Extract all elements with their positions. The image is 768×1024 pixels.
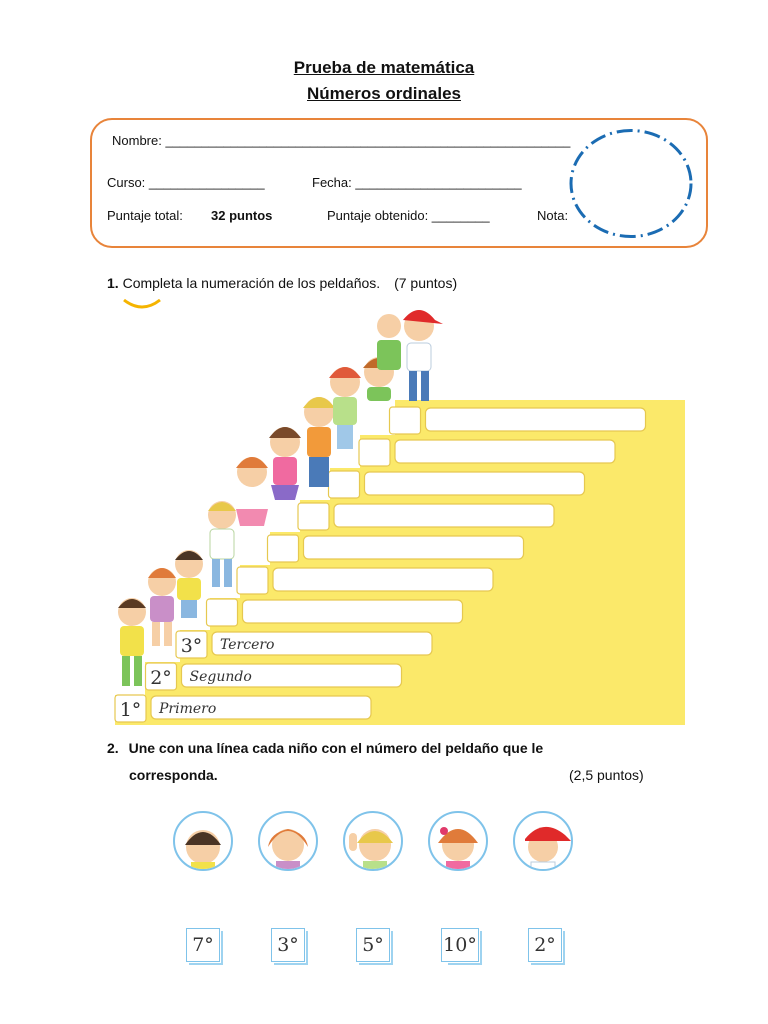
- step-ordinal-text: 1°: [119, 699, 142, 721]
- step-ordinal-box-6[interactable]: [268, 535, 299, 562]
- step-word-text: Segundo: [189, 669, 252, 685]
- step-ordinal-box-10[interactable]: [390, 407, 421, 434]
- child-figure: [403, 310, 443, 401]
- child-figure: [377, 314, 401, 370]
- number-box-2[interactable]: 3°: [271, 928, 305, 962]
- child-figure: [175, 550, 203, 618]
- question-1-number: 1.: [107, 275, 119, 291]
- total-score-label: Puntaje total:: [107, 208, 183, 223]
- step-ordinal-box-5[interactable]: [237, 567, 268, 594]
- step-word-field-6[interactable]: [304, 536, 524, 559]
- step-ordinal-text: 2°: [150, 667, 172, 689]
- child-figure: [148, 568, 176, 646]
- question-2-text-line2: corresponda.: [129, 767, 218, 783]
- child-figure: [118, 598, 146, 686]
- child-face-3[interactable]: [343, 811, 403, 871]
- page-title: Prueba de matemática: [293, 58, 475, 77]
- number-box-3[interactable]: 5°: [356, 928, 390, 962]
- number-box-4[interactable]: 10°: [441, 928, 479, 962]
- step-word-field-8[interactable]: [365, 472, 585, 495]
- step-ordinal-box-7[interactable]: [298, 503, 329, 530]
- question-2-text-line1: Une con una línea cada niño con el número del peldaño que le: [128, 740, 544, 756]
- child-figure: [236, 457, 268, 526]
- grade-label: Nota:: [537, 208, 569, 223]
- question-1-points: (7 puntos): [394, 275, 458, 291]
- step-word-field-4[interactable]: [243, 600, 463, 623]
- question-2-points: (2,5 puntos): [569, 767, 644, 783]
- child-face-4[interactable]: [428, 811, 488, 871]
- name-field[interactable]: Nombre: ________________________________________________________: [112, 133, 571, 148]
- step-ordinal-box-8[interactable]: [329, 471, 360, 498]
- total-score-value: 32 puntos: [211, 208, 273, 223]
- question-2: [107, 740, 543, 756]
- child-face-1[interactable]: [173, 811, 233, 871]
- child-figure: [329, 367, 361, 449]
- child-face-2[interactable]: [258, 811, 318, 871]
- step-word-field-9[interactable]: [395, 440, 615, 463]
- child-face-5[interactable]: [513, 811, 573, 871]
- step-ordinal-box-4[interactable]: [207, 599, 238, 626]
- question-1-text: Completa la numeración de los peldaños.: [122, 275, 381, 291]
- number-box-1[interactable]: 7°: [186, 928, 220, 962]
- staircase-illustration: [95, 300, 695, 730]
- grade-circle[interactable]: [568, 127, 694, 240]
- step-ordinal-box-9[interactable]: [359, 439, 390, 466]
- step-word-field-10[interactable]: [426, 408, 646, 431]
- child-figure: [208, 501, 236, 587]
- obtained-score-field[interactable]: Puntaje obtenido: ________: [327, 208, 490, 223]
- number-box-5[interactable]: 2°: [528, 928, 562, 962]
- course-field[interactable]: Curso: ________________: [107, 175, 265, 190]
- child-figure: [269, 427, 301, 500]
- step-word-text: Primero: [159, 701, 217, 717]
- step-word-field-5[interactable]: [273, 568, 493, 591]
- step-word-text: Tercero: [220, 637, 275, 653]
- date-field[interactable]: Fecha: _______________________: [312, 175, 522, 190]
- question-2-number: 2.: [107, 740, 119, 756]
- step-word-field-7[interactable]: [334, 504, 554, 527]
- page-subtitle: Números ordinales: [307, 84, 461, 103]
- question-1: [107, 275, 457, 291]
- step-ordinal-text: 3°: [180, 635, 203, 657]
